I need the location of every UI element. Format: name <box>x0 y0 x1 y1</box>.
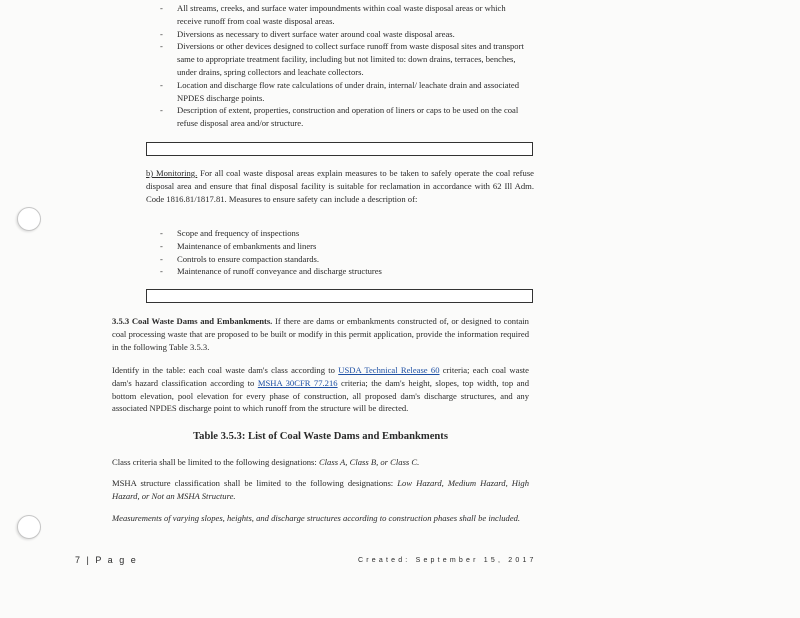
table-title: Table 3.5.3: List of Coal Waste Dams and Embankments <box>193 431 448 442</box>
punch-hole <box>17 207 41 231</box>
identify-paragraph: Identify in the table: each coal waste dam's class according to USDA Technical Release 60 criteria; each coal waste dam's hazard classification according to MSHA 30CFR 77.216 criteria; the dam's height, slopes, top width, top and bottom elevation, pool elevation for every phase of construction, all proposed dam's discharge structures, and any associated NPDES discharge point to which runoff from the structure will be directed. <box>112 365 530 414</box>
bullet-marker: - <box>160 3 163 13</box>
bullet-marker: - <box>160 105 163 116</box>
monitoring-paragraph: b) Monitoring. For all coal waste disposal areas explain measures to be taken to safely operate the coal refuse disposal area and ensure that final disposal facility is suitable for reclamation in accordance with 62 Ill Adm. Code 1816.81/1817.81. Measures to ensure safety can include a description of: <box>146 168 534 204</box>
class-criteria-paragraph: Class criteria shall be limited to the following designations: Class A, Class B, or Class C. <box>112 457 420 467</box>
list-item: - Description of extent, properties, construction and operation of liners or caps to be used on the coal refuse disposal area and/or structure. <box>160 105 519 129</box>
usda-tr60-link[interactable]: USDA Technical Release 60 <box>338 365 440 375</box>
bullet-marker: - <box>160 228 163 238</box>
list-item: - Maintenance of embankments and liners <box>160 240 317 251</box>
list-item: - Location and discharge flow rate calculations of under drain, internal/ leachate drain and associated NPDES discharge points. <box>160 79 520 103</box>
drainage-requirements-list <box>160 2 532 130</box>
response-text-field[interactable] <box>146 289 533 303</box>
list-item: - Controls to ensure compaction standards. <box>160 253 320 264</box>
list-item: - Maintenance of runoff conveyance and discharge structures <box>160 266 382 277</box>
created-date: Created: September 15, 2017 <box>358 557 537 564</box>
monitoring-label: b) Monitoring. <box>146 168 198 178</box>
bullet-marker: - <box>160 41 163 52</box>
section-3-5-3-paragraph: 3.5.3 Coal Waste Dams and Embankments. If there are dams or embankments constructed of, or designed to contain coal processing waste that are proposed to be built or modify in this permit application, provide the information required in the following Table 3.5.3. <box>112 316 529 352</box>
bullet-marker: - <box>160 253 163 264</box>
list-item: - All streams, creeks, and surface water impoundments within coal waste disposal areas or which receive runoff from coal waste disposal areas. <box>160 3 506 26</box>
msha-30cfr-link[interactable]: MSHA 30CFR 77.216 <box>257 377 338 388</box>
bullet-marker: - <box>160 266 163 277</box>
punch-hole <box>17 515 41 539</box>
msha-classification-paragraph: MSHA structure classification shall be limited to the following designations: Low Hazard, Medium Hazard, High Hazard, or Not an MSHA Structure. <box>112 478 529 501</box>
list-item: - Diversions or other devices designed to collect surface runoff from waste disposal sites and transport same to appropriate treatment facility, including but not limited to: down drains, terraces, benches, under drains, spring collectors and leachate collectors. <box>160 41 524 77</box>
bullet-marker: - <box>160 28 163 39</box>
monitoring-measures-list <box>160 227 532 278</box>
measurements-note: Measurements of varying slopes, heights, and discharge structures according to construction phases shall be included. <box>112 513 521 523</box>
bullet-marker: - <box>160 240 163 251</box>
page-number: 7 | P a g e <box>75 555 138 565</box>
list-item: - Diversions as necessary to divert surface water around coal waste disposal areas. <box>160 28 455 39</box>
response-text-field[interactable] <box>146 142 533 156</box>
bullet-marker: - <box>160 79 163 90</box>
section-heading: 3.5.3 Coal Waste Dams and Embankments. <box>112 316 273 326</box>
list-item: - Scope and frequency of inspections <box>160 228 300 238</box>
